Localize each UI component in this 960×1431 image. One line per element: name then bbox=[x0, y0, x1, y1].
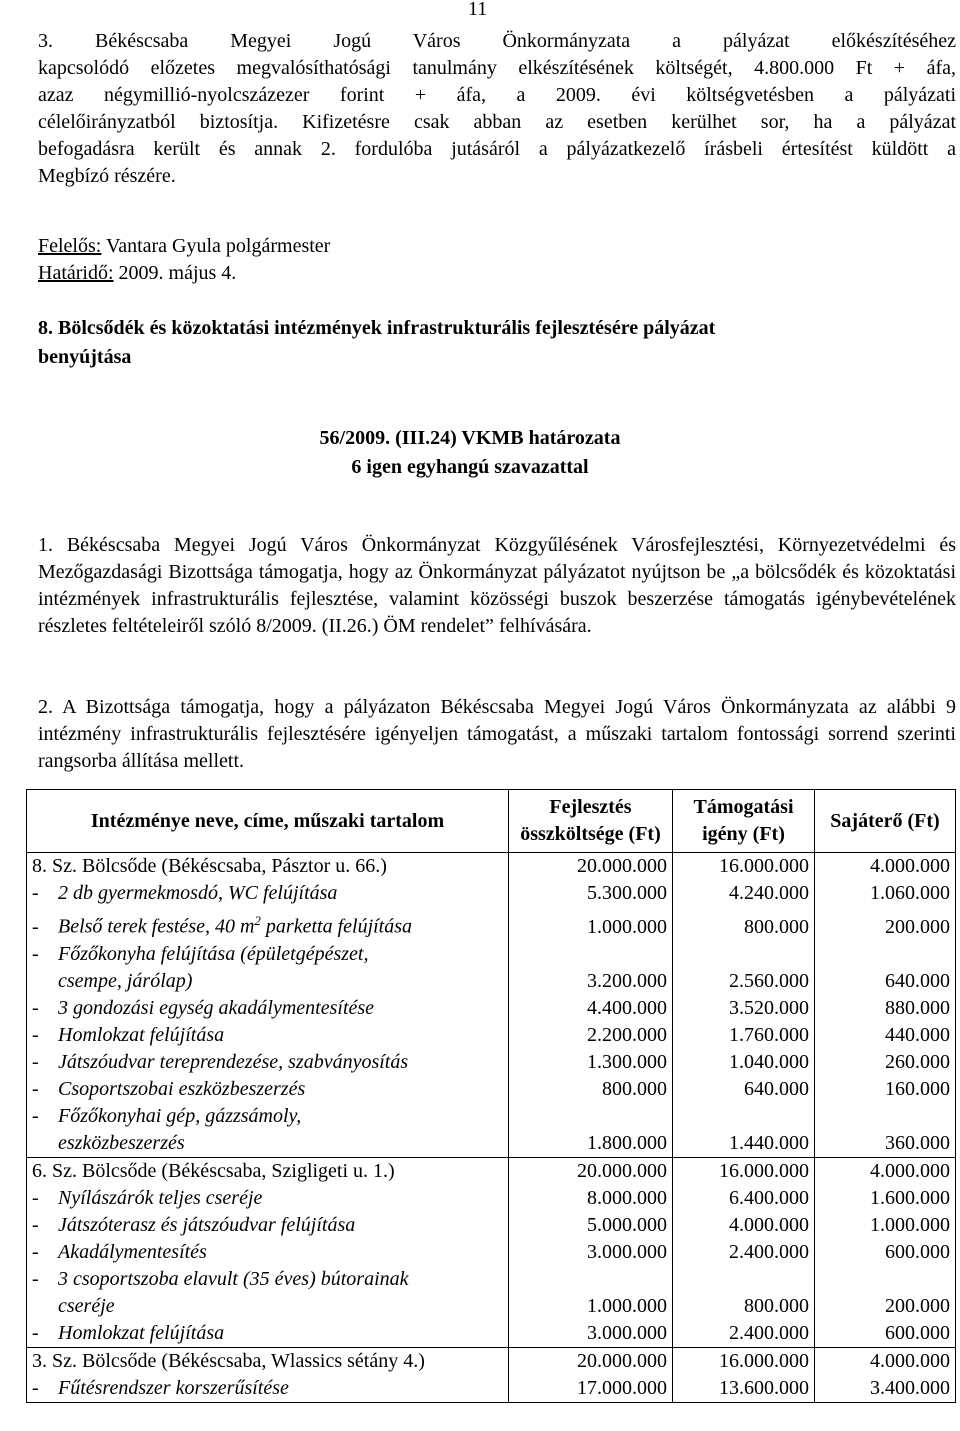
page-number: 11 bbox=[468, 0, 488, 20]
responsible-value: Vantara Gyula polgármester bbox=[101, 235, 331, 257]
item-name bbox=[27, 1239, 509, 1266]
dash-bullet: - bbox=[32, 1267, 39, 1290]
total-cost: 20.000.000 bbox=[509, 1157, 673, 1185]
item-name bbox=[27, 1076, 509, 1103]
total-cost: 1.000.000 bbox=[509, 907, 673, 941]
item-name bbox=[27, 1320, 509, 1348]
table-row-item-continued bbox=[27, 1130, 956, 1158]
own-contribution: 600.000 bbox=[815, 1239, 956, 1266]
own-contribution bbox=[815, 1266, 956, 1293]
own-contribution: 200.000 bbox=[815, 1293, 956, 1320]
support-amount: 4.240.000 bbox=[673, 880, 815, 907]
dash-bullet: - bbox=[32, 882, 39, 904]
resolution-vote: 6 igen egyhangú szavazattal bbox=[351, 456, 589, 478]
total-cost: 4.400.000 bbox=[509, 995, 673, 1022]
institution-name: 3. Sz. Bölcsőde (Békéscsaba, Wlassics sétány 4.) bbox=[27, 1347, 509, 1375]
own-contribution bbox=[815, 1103, 956, 1130]
table-row-item bbox=[27, 1375, 956, 1403]
item-text: Fűtésrendszer korszerűsítése bbox=[58, 1376, 289, 1399]
support-amount: 16.000.000 bbox=[673, 1347, 815, 1375]
item3-line: célelőirányzatból biztosítja. Kifizetésre csak abban az esetben kerülhet sor, ha a pályázat bbox=[38, 111, 956, 133]
item-text: Nyílászárók teljes cseréje bbox=[58, 1186, 263, 1209]
item-text: 2 db gyermekmosdó, WC felújítása bbox=[58, 882, 338, 904]
item-name bbox=[27, 1185, 509, 1212]
total-cost: 17.000.000 bbox=[509, 1375, 673, 1403]
item3-line: kapcsolódó előzetes megvalósíthatósági tanulmány elkészítésének költségét, 4.800.000 Ft + áfa, bbox=[38, 57, 956, 79]
item-text: Játszóterasz és játszóudvar felújítása bbox=[58, 1213, 356, 1236]
total-cost bbox=[509, 1103, 673, 1130]
own-contribution: 640.000 bbox=[815, 968, 956, 995]
support-amount: 6.400.000 bbox=[673, 1185, 815, 1212]
table-row-item bbox=[27, 1266, 956, 1293]
item-text: Játszóudvar tereprendezése, szabványosítás bbox=[58, 1050, 409, 1073]
dash-bullet: - bbox=[32, 1077, 39, 1100]
item-text-after: parketta felújítása bbox=[260, 915, 413, 938]
item-text-continued: cseréje bbox=[27, 1293, 509, 1320]
support-amount: 3.520.000 bbox=[673, 995, 815, 1022]
table-row-item bbox=[27, 1320, 956, 1348]
table-row-item-continued bbox=[27, 968, 956, 995]
item-name bbox=[27, 907, 509, 941]
item-name bbox=[27, 995, 509, 1022]
total-cost: 3.200.000 bbox=[509, 968, 673, 995]
support-amount: 1.760.000 bbox=[673, 1022, 815, 1049]
item3-line: 3. Békéscsaba Megyei Jogú Város Önkormányzata a pályázat előkészítéséhez bbox=[38, 30, 956, 52]
support-amount: 800.000 bbox=[673, 907, 815, 941]
table-row-item bbox=[27, 1103, 956, 1130]
dash-bullet: - bbox=[32, 996, 39, 1019]
total-cost bbox=[509, 1266, 673, 1293]
deadline-label: Határidő: bbox=[38, 262, 114, 284]
point-1-paragraph: 1. Békéscsaba Megyei Jogú Város Önkormányzat Közgyűlésének Városfejlesztési, Környezetvédelmi és Mezőgazdasági Bizottsága támogatja, hogy az Önkormányzat pályázatot nyújtson be „a bölcsődék és közoktatási intézmények infrastrukturális fejlesztése, valamint közösségi buszok beszerzése támogatás igénybevételének részletes feltételeiről szóló 8/2009. (II.26.) ÖM rendelet” felhívására. bbox=[38, 534, 956, 637]
item-text: Homlokzat felújítása bbox=[58, 1321, 225, 1344]
support-amount: 2.400.000 bbox=[673, 1239, 815, 1266]
table-row-institution bbox=[27, 853, 956, 881]
item-text: 3 gondozási egység akadálymentesítése bbox=[58, 996, 375, 1019]
deadline-value: 2009. május 4. bbox=[113, 262, 237, 284]
header-name: Intézménye neve, címe, műszaki tartalom bbox=[27, 790, 509, 853]
item-text: Főzőkonyhai gép, gázzsámoly, bbox=[58, 1104, 302, 1127]
header-support: Támogatási igény (Ft) bbox=[673, 790, 815, 853]
item-text: Homlokzat felújítása bbox=[58, 1023, 225, 1046]
item-name bbox=[27, 1375, 509, 1403]
table-row-institution bbox=[27, 1347, 956, 1375]
dash-bullet: - bbox=[32, 1376, 39, 1399]
own-contribution: 160.000 bbox=[815, 1076, 956, 1103]
dash-bullet: - bbox=[32, 1213, 39, 1236]
support-amount: 4.000.000 bbox=[673, 1212, 815, 1239]
total-cost: 800.000 bbox=[509, 1076, 673, 1103]
item-name bbox=[27, 941, 509, 968]
own-contribution: 880.000 bbox=[815, 995, 956, 1022]
item-text: Csoportszobai eszközbeszerzés bbox=[58, 1077, 306, 1100]
institutions-table bbox=[26, 789, 956, 1403]
own-contribution: 1.060.000 bbox=[815, 880, 956, 907]
support-amount: 16.000.000 bbox=[673, 1157, 815, 1185]
table-row-item-continued bbox=[27, 1293, 956, 1320]
support-amount bbox=[673, 1266, 815, 1293]
total-cost: 5.300.000 bbox=[509, 880, 673, 907]
table-row-item bbox=[27, 907, 956, 941]
item3-line: Megbízó részére. bbox=[38, 165, 176, 187]
item-text: 3 csoportszoba elavult (35 éves) bútorainak bbox=[58, 1267, 409, 1290]
item-name bbox=[27, 880, 509, 907]
total-cost: 1.800.000 bbox=[509, 1130, 673, 1158]
table-row-item bbox=[27, 941, 956, 968]
table-row-item bbox=[27, 1185, 956, 1212]
own-contribution: 4.000.000 bbox=[815, 1347, 956, 1375]
support-amount: 1.440.000 bbox=[673, 1130, 815, 1158]
support-amount: 13.600.000 bbox=[673, 1375, 815, 1403]
total-cost: 3.000.000 bbox=[509, 1320, 673, 1348]
support-amount: 2.560.000 bbox=[673, 968, 815, 995]
section-title bbox=[38, 314, 938, 372]
dash-bullet: - bbox=[32, 1104, 39, 1127]
own-contribution: 600.000 bbox=[815, 1320, 956, 1348]
support-amount: 2.400.000 bbox=[673, 1320, 815, 1348]
total-cost: 5.000.000 bbox=[509, 1212, 673, 1239]
total-cost: 20.000.000 bbox=[509, 1347, 673, 1375]
own-contribution: 1.600.000 bbox=[815, 1185, 956, 1212]
dash-bullet: - bbox=[32, 1321, 39, 1344]
total-cost: 8.000.000 bbox=[509, 1185, 673, 1212]
table-row-institution bbox=[27, 1157, 956, 1185]
own-contribution: 260.000 bbox=[815, 1049, 956, 1076]
item-text-continued: csempe, járólap) bbox=[27, 968, 509, 995]
total-cost: 1.000.000 bbox=[509, 1293, 673, 1320]
responsible-block bbox=[38, 233, 330, 287]
resolution-heading bbox=[0, 424, 940, 482]
total-cost: 3.000.000 bbox=[509, 1239, 673, 1266]
table-row-item bbox=[27, 1049, 956, 1076]
item-text: Belső terek festése, 40 m bbox=[58, 915, 255, 938]
table-body bbox=[27, 853, 956, 1403]
item3-paragraph bbox=[38, 28, 956, 190]
table-row-item bbox=[27, 1212, 956, 1239]
item-name bbox=[27, 1049, 509, 1076]
item-name bbox=[27, 1022, 509, 1049]
total-cost bbox=[509, 941, 673, 968]
item-name bbox=[27, 1266, 509, 1293]
own-contribution: 4.000.000 bbox=[815, 853, 956, 881]
dash-bullet: - bbox=[32, 1050, 39, 1073]
institution-name: 8. Sz. Bölcsőde (Békéscsaba, Pásztor u. 66.) bbox=[27, 853, 509, 881]
support-amount bbox=[673, 941, 815, 968]
support-amount: 640.000 bbox=[673, 1076, 815, 1103]
dash-bullet: - bbox=[32, 1186, 39, 1209]
own-contribution: 200.000 bbox=[815, 907, 956, 941]
table-row-item bbox=[27, 1022, 956, 1049]
resolution-number: 56/2009. (III.24) VKMB határozata bbox=[319, 427, 621, 449]
own-contribution: 3.400.000 bbox=[815, 1375, 956, 1403]
table-row-item bbox=[27, 995, 956, 1022]
own-contribution bbox=[815, 941, 956, 968]
table-row-item bbox=[27, 1076, 956, 1103]
section-title-line: benyújtása bbox=[38, 346, 132, 368]
support-amount: 800.000 bbox=[673, 1293, 815, 1320]
total-cost: 1.300.000 bbox=[509, 1049, 673, 1076]
own-contribution: 360.000 bbox=[815, 1130, 956, 1158]
superscript: 2 bbox=[254, 913, 261, 928]
section-title-line: 8. Bölcsődék és közoktatási intézmények infrastrukturális fejlesztésére pályázat bbox=[38, 317, 716, 339]
item-name bbox=[27, 1212, 509, 1239]
table-row-item bbox=[27, 880, 956, 907]
dash-bullet: - bbox=[32, 1240, 39, 1263]
table-row-item bbox=[27, 1239, 956, 1266]
header-total: Fejlesztés összköltsége (Ft) bbox=[509, 790, 673, 853]
item-text: Főzőkonyha felújítása (épületgépészet, bbox=[58, 942, 369, 965]
own-contribution: 440.000 bbox=[815, 1022, 956, 1049]
own-contribution: 4.000.000 bbox=[815, 1157, 956, 1185]
header-own: Sajáterő (Ft) bbox=[815, 790, 956, 853]
support-amount bbox=[673, 1103, 815, 1130]
table-header-row bbox=[27, 790, 956, 853]
dash-bullet: - bbox=[32, 1023, 39, 1046]
support-amount: 1.040.000 bbox=[673, 1049, 815, 1076]
total-cost: 20.000.000 bbox=[509, 853, 673, 881]
item3-line: befogadásra került és annak 2. fordulóba jutásáról a pályázatkezelő írásbeli értesítést küldött a bbox=[38, 138, 956, 160]
item-text-continued: eszközbeszerzés bbox=[27, 1130, 509, 1158]
total-cost: 2.200.000 bbox=[509, 1022, 673, 1049]
own-contribution: 1.000.000 bbox=[815, 1212, 956, 1239]
item-name bbox=[27, 1103, 509, 1130]
dash-bullet: - bbox=[32, 915, 39, 938]
dash-bullet: - bbox=[32, 942, 39, 965]
responsible-label: Felelős: bbox=[38, 235, 102, 257]
point-2-paragraph: 2. A Bizottsága támogatja, hogy a pályázaton Békéscsaba Megyei Jogú Város Önkormányzata az alábbi 9 intézmény infrastrukturális fejlesztésére igényeljen támogatást, a műszaki tartalom fontossági sorrend szerinti rangsorba állítása mellett. bbox=[38, 696, 956, 772]
institution-name: 6. Sz. Bölcsőde (Békéscsaba, Szigligeti u. 1.) bbox=[27, 1157, 509, 1185]
item3-line: azaz négymillió-nyolcszázezer forint + áfa, a 2009. évi költségvetésben a pályázati bbox=[38, 84, 956, 106]
support-amount: 16.000.000 bbox=[673, 853, 815, 881]
item-text: Akadálymentesítés bbox=[58, 1240, 207, 1263]
